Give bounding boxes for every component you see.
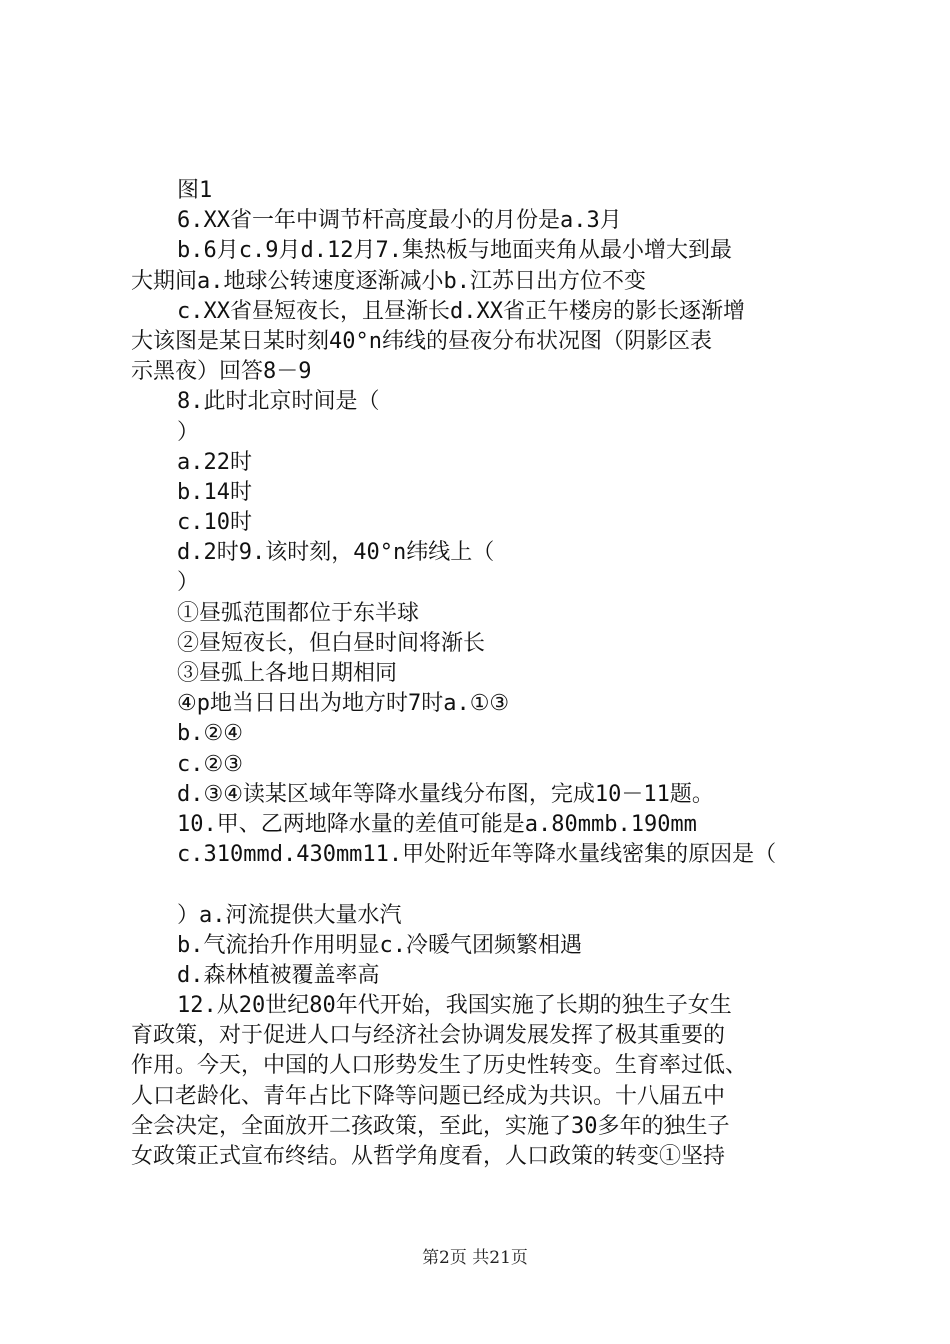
question-9-option-d: d.③④读某区域年等降水量线分布图，完成10－11题。 [177,781,714,807]
question-8: 8.此时北京时间是（ [177,389,380,415]
question-9: d.2时9.该时刻，40°n纬线上（ [177,540,495,566]
question-9-option-b: b.②④ [177,721,243,747]
question-10: 10.甲、乙两地降水量的差值可能是a.80mmb.190mm [177,811,697,837]
question-8-paren: ） [177,419,200,445]
question-10-options: c.310mmd.430mm11.甲处附近年等降水量线密集的原因是（ [177,842,777,868]
question-12-cont-3: 人口老龄化、青年占比下降等问题已经成为共识。十八届五中 [131,1083,726,1109]
figure-caption: 图1 [177,178,213,203]
question-12-cont-2: 作用。今天，中国的人口形势发生了历史性转变。生育率过低、 [131,1053,748,1079]
question-6-options: b.6月c.9月d.12月7.集热板与地面夹角从最小增大到最 [177,238,732,264]
question-9-option-c: c.②③ [177,751,243,777]
question-11-option-d: d.森林植被覆盖率高 [177,962,380,988]
blank-line [131,870,831,900]
question-9-item-1: ①昼弧范围都位于东半球 [177,600,420,626]
question-8-option-b: b.14时 [177,479,252,505]
question-9-item-3: ③昼弧上各地日期相同 [177,661,398,686]
question-6: 6.XX省一年中调节杆高度最小的月份是a.3月 [177,208,622,234]
page-number-footer: 第2页 共21页 [422,1248,528,1268]
document-body [131,176,831,1172]
question-11-option-a: ）a.河流提供大量水汽 [177,902,402,928]
question-9-item-2: ②昼短夜长，但白昼时间将渐长 [177,630,486,656]
question-9-item-4: ④p地当日日出为地方时7时a.①③ [177,691,510,717]
question-12-cont-4: 全会决定，全面放开二孩政策，至此，实施了30多年的独生子 [131,1113,730,1139]
question-12: 12.从20世纪80年代开始，我国实施了长期的独生子女生 [177,993,732,1019]
question-7-text: 大期间a.地球公转速度逐渐减小b.江苏日出方位不变 [131,268,646,294]
question-8-option-a: a.22时 [177,449,252,475]
figure-intro-text-cont: 示黑夜）回答8－9 [131,359,312,385]
question-7-options: c.XX省昼短夜长，且昼渐长d.XX省正午楼房的影长逐渐增 [177,298,745,324]
question-12-cont-5: 女政策正式宣布终结。从哲学角度看，人口政策的转变①坚持 [131,1144,726,1169]
question-12-cont-1: 育政策，对于促进人口与经济社会协调发展发挥了极其重要的 [131,1023,726,1049]
question-8-option-c: c.10时 [177,510,252,536]
question-9-paren: ） [177,570,200,596]
question-11-options-bc: b.气流抬升作用明显c.冷暖气团频繁相遇 [177,932,582,958]
figure-intro-text: 大该图是某日某时刻40°n纬线的昼夜分布状况图（阴影区表 [131,328,712,354]
